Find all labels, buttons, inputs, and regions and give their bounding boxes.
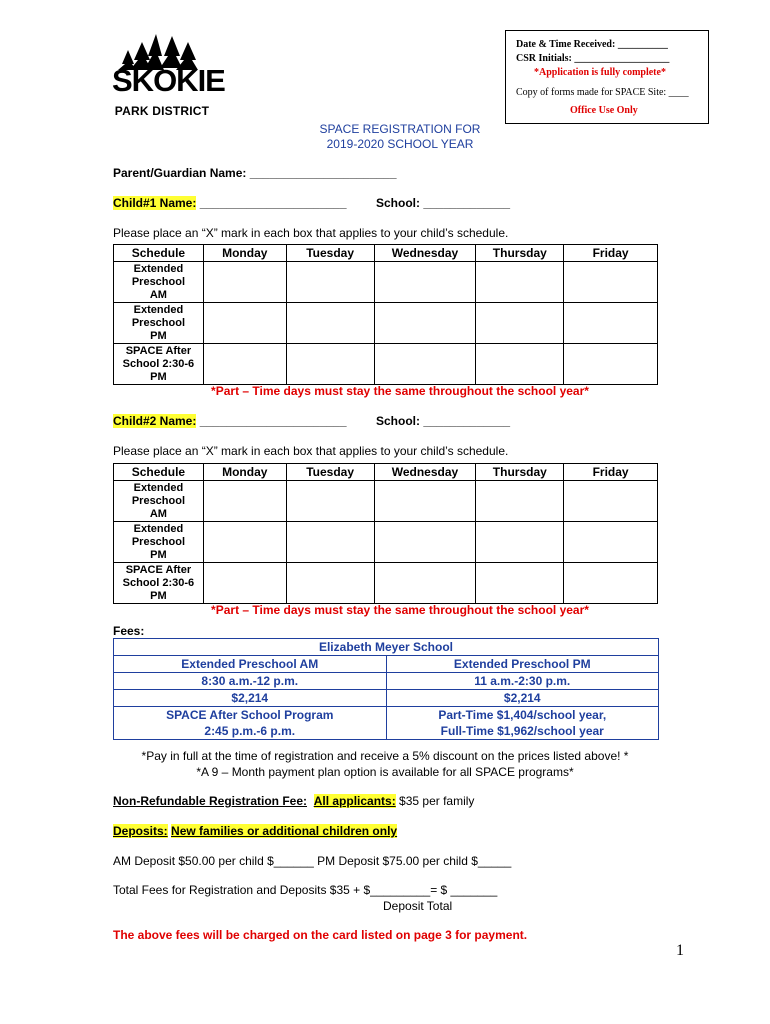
pay-full-note: *Pay in full at the time of registration and receive a 5% discount on the prices listed above! * (141, 749, 629, 763)
checkbox-cell[interactable] (564, 522, 658, 563)
header-schedule: Schedule (114, 245, 204, 262)
checkbox-cell[interactable] (476, 522, 564, 563)
header-wednesday: Wednesday (374, 464, 476, 481)
office-use-box (505, 30, 709, 124)
fee-space-time: 2:45 p.m.-6 p.m. (204, 724, 296, 738)
fee-pm-time: 11 a.m.-2:30 p.m. (386, 673, 659, 690)
fee-pm-price: $2,214 (386, 690, 659, 707)
all-applicants-label: All applicants: (313, 794, 396, 808)
checkbox-cell[interactable] (286, 262, 374, 303)
header-tuesday: Tuesday (286, 464, 374, 481)
checkbox-cell[interactable] (374, 303, 476, 344)
deposit-total-label: Deposit Total (383, 899, 453, 913)
fee-am-title: Extended Preschool AM (114, 656, 387, 673)
row-label-extended-am: Extended Preschool AM (114, 262, 204, 303)
child1-name-field[interactable]: ______________________ (196, 196, 347, 210)
child2-school-field[interactable]: School: _____________ (376, 414, 511, 428)
row-label-extended-pm: Extended Preschool PM (114, 303, 204, 344)
checkbox-cell[interactable] (476, 563, 564, 604)
csr-initials-field[interactable]: CSR Initials: ___________________ (516, 53, 670, 64)
checkbox-cell[interactable] (476, 344, 564, 385)
child1-label: Child#1 Name: (113, 196, 197, 210)
fee-part-time: Part-Time $1,404/school year, (438, 708, 607, 722)
checkbox-cell[interactable] (564, 262, 658, 303)
checkbox-cell[interactable] (203, 303, 286, 344)
date-received-field[interactable]: Date & Time Received: __________ (516, 39, 668, 50)
total-fees-field[interactable]: Total Fees for Registration and Deposits $35 + $_________= $ _______ (113, 883, 498, 897)
header-monday: Monday (203, 245, 286, 262)
checkbox-cell[interactable] (374, 563, 476, 604)
checkbox-cell[interactable] (564, 303, 658, 344)
checkbox-cell[interactable] (203, 522, 286, 563)
nonrefundable-fee-row (113, 794, 474, 808)
fee-am-time: 8:30 a.m.-12 p.m. (114, 673, 387, 690)
logo-subtitle: PARK DISTRICT (114, 104, 210, 118)
checkbox-cell[interactable] (476, 303, 564, 344)
header-thursday: Thursday (476, 464, 564, 481)
checkbox-cell[interactable] (286, 344, 374, 385)
deposits-row (113, 824, 397, 838)
row-label-space-after-school: SPACE After School 2:30-6 PM (114, 563, 204, 604)
child2-name-row (113, 414, 347, 428)
row-label-extended-pm: Extended Preschool PM (114, 522, 204, 563)
page-number: 1 (676, 942, 684, 959)
copy-forms-field[interactable]: Copy of forms made for SPACE Site: ____ (516, 87, 689, 98)
schedule-table-1 (113, 244, 658, 385)
page-title-year: 2019-2020 SCHOOL YEAR (326, 137, 474, 151)
header-tuesday: Tuesday (286, 245, 374, 262)
header-schedule: Schedule (114, 464, 204, 481)
checkbox-cell[interactable] (286, 481, 374, 522)
header-monday: Monday (203, 464, 286, 481)
header-friday: Friday (564, 464, 658, 481)
row-label-space-after-school: SPACE After School 2:30-6 PM (114, 344, 204, 385)
checkbox-cell[interactable] (203, 563, 286, 604)
logo-wordmark: SKOKIE (112, 63, 225, 98)
fees-label: Fees: (113, 624, 145, 638)
checkbox-cell[interactable] (286, 522, 374, 563)
row-label-extended-am: Extended Preschool AM (114, 481, 204, 522)
checkbox-cell[interactable] (203, 262, 286, 303)
child2-name-field[interactable]: ______________________ (196, 414, 347, 428)
part-time-note-2: *Part – Time days must stay the same throughout the school year* (211, 603, 589, 617)
checkbox-cell[interactable] (203, 481, 286, 522)
fees-table (113, 638, 659, 740)
deposits-label: Deposits: (113, 824, 168, 838)
child1-name-row (113, 196, 347, 210)
fee-am-price: $2,214 (114, 690, 387, 707)
checkbox-cell[interactable] (286, 563, 374, 604)
page-title: SPACE REGISTRATION FOR (319, 122, 481, 136)
fee-full-time: Full-Time $1,962/school year (440, 724, 604, 738)
office-use-label: Office Use Only (570, 105, 638, 116)
payment-plan-note: *A 9 – Month payment plan option is available for all SPACE programs* (196, 765, 574, 779)
child2-label: Child#2 Name: (113, 414, 197, 428)
complete-note: *Application is fully complete* (534, 67, 666, 78)
header-thursday: Thursday (476, 245, 564, 262)
checkbox-cell[interactable] (476, 262, 564, 303)
charge-note: The above fees will be charged on the card listed on page 3 for payment. (113, 928, 528, 942)
checkbox-cell[interactable] (374, 344, 476, 385)
nonrefundable-amount: $35 per family (395, 794, 475, 808)
checkbox-cell[interactable] (564, 344, 658, 385)
nonrefundable-label: Non-Refundable Registration Fee: (113, 794, 308, 808)
checkbox-cell[interactable] (476, 481, 564, 522)
header-wednesday: Wednesday (374, 245, 476, 262)
fee-pm-title: Extended Preschool PM (386, 656, 659, 673)
checkbox-cell[interactable] (564, 481, 658, 522)
fees-school-name: Elizabeth Meyer School (114, 639, 659, 656)
checkbox-cell[interactable] (564, 563, 658, 604)
checkbox-cell[interactable] (374, 481, 476, 522)
checkbox-cell[interactable] (203, 344, 286, 385)
header-friday: Friday (564, 245, 658, 262)
child1-school-field[interactable]: School: _____________ (376, 196, 511, 210)
checkbox-cell[interactable] (286, 303, 374, 344)
parent-name-field[interactable]: Parent/Guardian Name: ______________________ (113, 166, 397, 180)
part-time-note-1: *Part – Time days must stay the same throughout the school year* (211, 384, 589, 398)
schedule-table-2 (113, 463, 658, 604)
checkbox-cell[interactable] (374, 522, 476, 563)
checkbox-cell[interactable] (374, 262, 476, 303)
deposits-sub: New families or additional children only (171, 824, 398, 838)
deposit-amount-field[interactable]: AM Deposit $50.00 per child $______ PM Deposit $75.00 per child $_____ (113, 854, 512, 868)
fee-space-price-cell (386, 707, 659, 740)
schedule-instructions-2: Please place an “X” mark in each box that applies to your child’s schedule. (113, 444, 509, 458)
fee-space-title: SPACE After School Program (166, 708, 334, 722)
fee-space-cell (114, 707, 387, 740)
schedule-instructions-1: Please place an “X” mark in each box that applies to your child’s schedule. (113, 226, 509, 240)
